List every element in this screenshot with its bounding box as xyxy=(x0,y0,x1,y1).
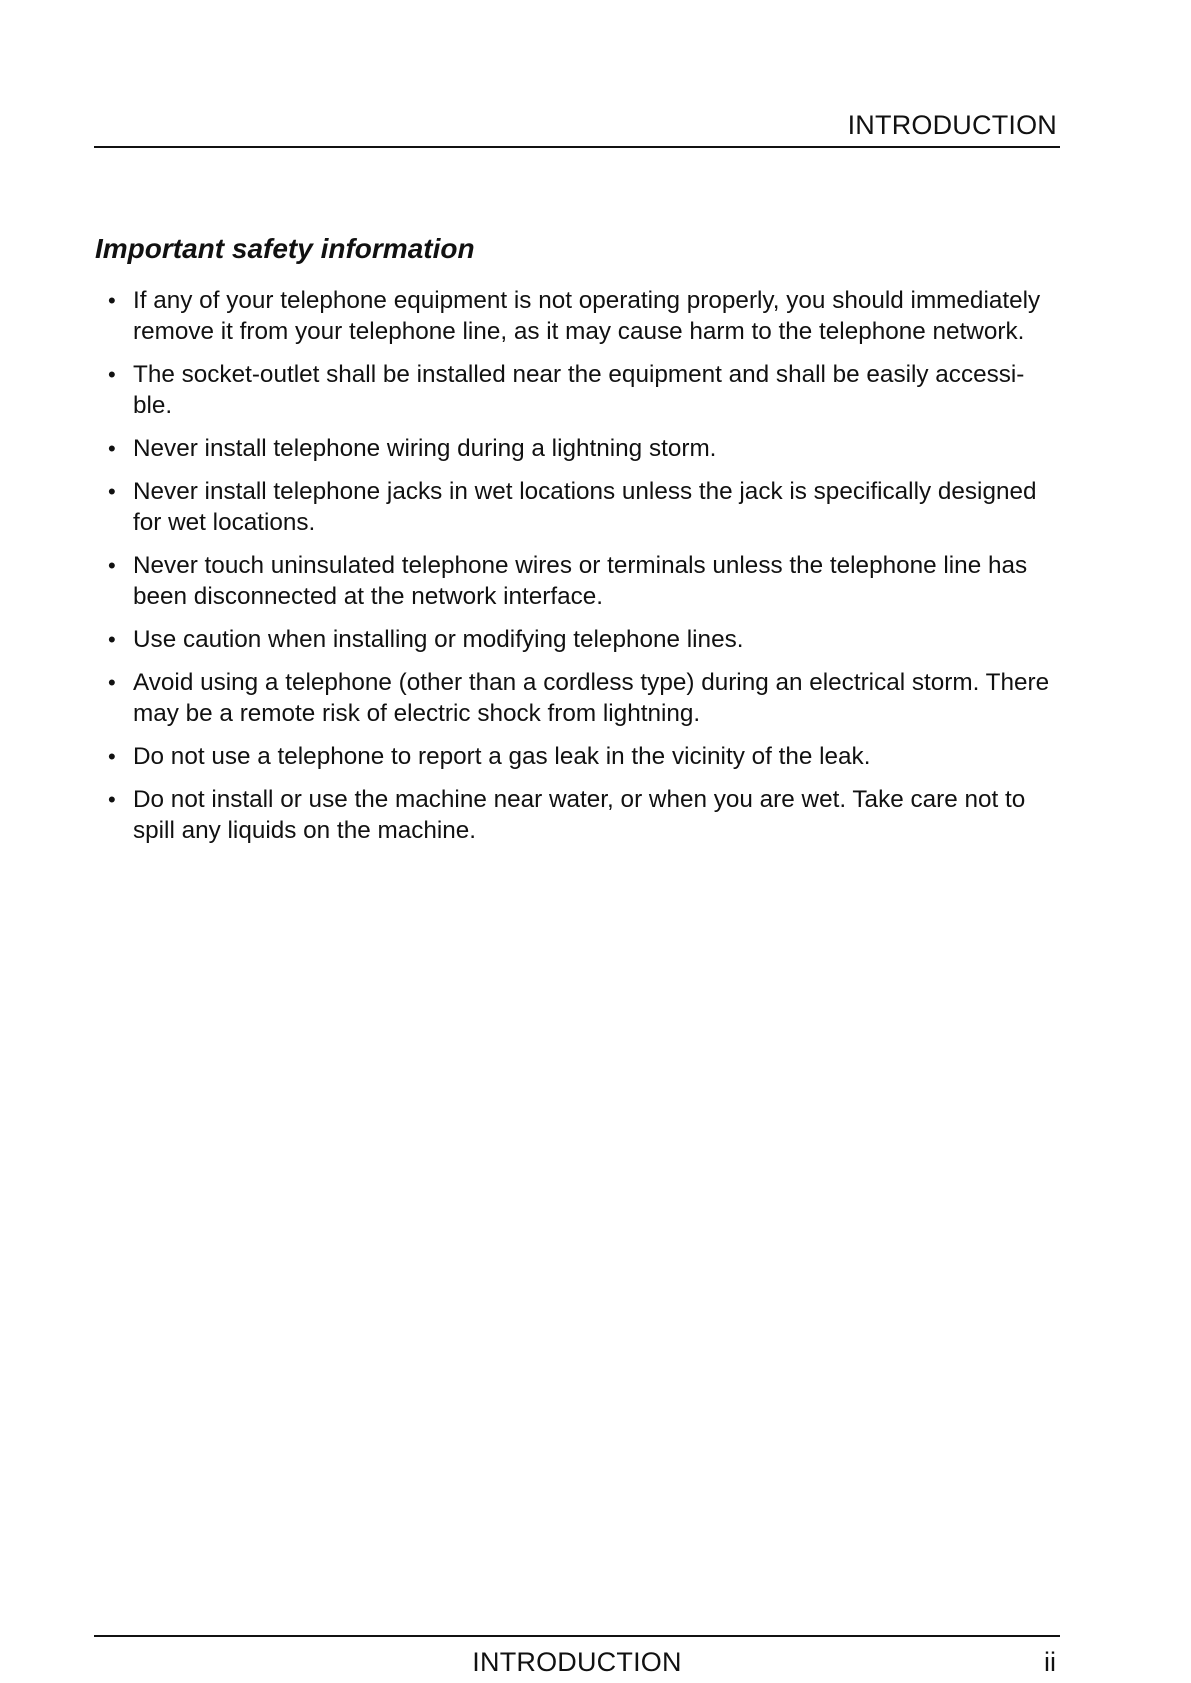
list-item xyxy=(108,285,1063,347)
section-title: Important safety information xyxy=(95,233,475,264)
bullet-icon: • xyxy=(108,627,116,652)
bullet-icon: • xyxy=(108,670,116,695)
list-item xyxy=(108,741,1063,772)
bullet-icon: • xyxy=(108,288,116,313)
bullet-icon: • xyxy=(108,787,116,812)
running-footer-title: INTRODUCTION xyxy=(472,1647,682,1677)
list-item-text: The socket-outlet shall be installed near the equipment and shall be easily accessi-ble. xyxy=(133,361,1025,419)
list-item xyxy=(108,359,1063,421)
list-item-text: Do not use a telephone to report a gas leak in the vicinity of the leak. xyxy=(133,743,871,770)
running-header-title: INTRODUCTION xyxy=(847,110,1057,140)
list-item xyxy=(108,624,1063,655)
list-item-text: If any of your telephone equipment is not operating properly, you should immediately remove it from your telephone line, as it may cause harm to the telephone network. xyxy=(133,287,1041,345)
list-item-text: Avoid using a telephone (other than a cordless type) during an electrical storm. There may be a remote risk of electric shock from lightning. xyxy=(133,669,1050,727)
bullet-icon: • xyxy=(108,479,116,504)
list-item xyxy=(108,550,1063,612)
list-item xyxy=(108,784,1063,846)
list-item xyxy=(108,476,1063,538)
bullet-icon: • xyxy=(108,362,116,387)
safety-bullet-list xyxy=(108,285,1063,858)
list-item-text: Use caution when installing or modifying telephone lines. xyxy=(133,626,744,653)
list-item-text: Never touch uninsulated telephone wires or terminals unless the telephone line has been disconnected at the network interface. xyxy=(133,552,1028,610)
list-item xyxy=(108,667,1063,729)
running-footer xyxy=(94,1635,1060,1677)
list-item-text: Never install telephone jacks in wet locations unless the jack is specifically designed for wet locations. xyxy=(133,478,1037,536)
list-item xyxy=(108,433,1063,464)
bullet-icon: • xyxy=(108,744,116,769)
bullet-icon: • xyxy=(108,553,116,578)
list-item-text: Never install telephone wiring during a lightning storm. xyxy=(133,435,717,462)
bullet-icon: • xyxy=(108,436,116,461)
page-number: ii xyxy=(1044,1647,1056,1677)
list-item-text: Do not install or use the machine near water, or when you are wet. Take care not to spill any liquids on the machine. xyxy=(133,786,1026,844)
running-header xyxy=(94,108,1060,148)
